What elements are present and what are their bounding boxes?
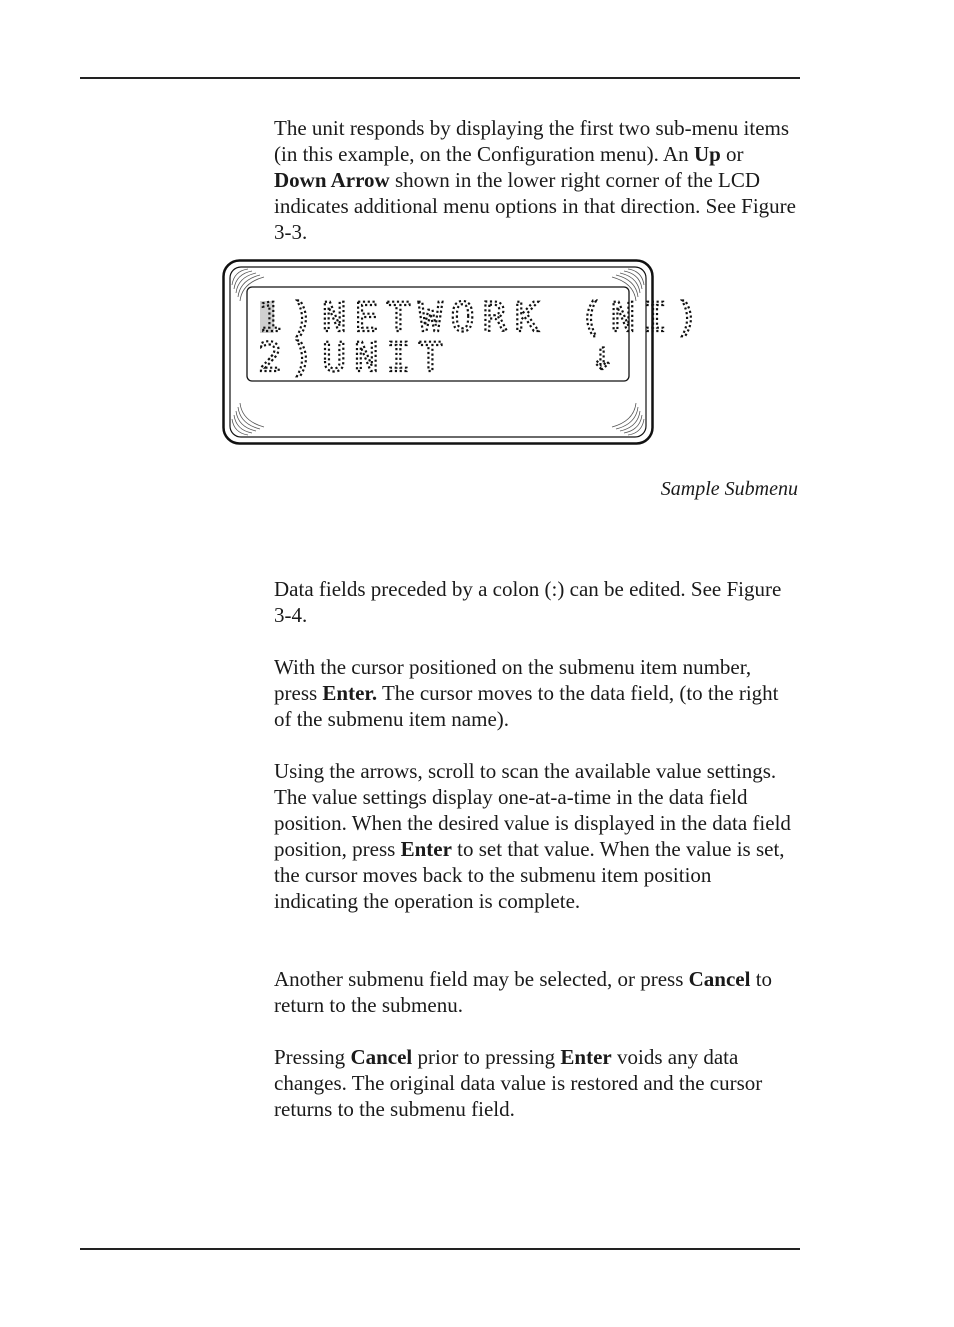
down-arrow-icon: ↓	[590, 333, 615, 379]
arrows-paragraph: Using the arrows, scroll to scan the available value settings. The value settings display one-at-a-time in the data field position. When the desired value is displayed in the data field position, press Enter to set that value. When the value is set, the cursor moves back to the submenu item position indicating the operation is complete.	[274, 759, 791, 913]
header-rule	[80, 77, 800, 79]
another-field-paragraph: Another submenu field may be selected, or press Cancel to return to the submenu.	[274, 967, 773, 1017]
cursor-paragraph: With the cursor positioned on the submenu item number, press Enter. The cursor moves to the data field, (to the right of the submenu item name).	[274, 655, 779, 731]
lcd-display-figure	[222, 259, 708, 445]
footer-rule	[80, 1248, 800, 1250]
figure-caption: Sample Submenu	[660, 478, 798, 500]
intro-paragraph: The unit responds by displaying the first two sub-menu items (in this example, on the Configuration menu). An Up or Down Arrow shown in the lower right corner of the LCD indicates additional menu options in that direction. See Figure 3-3.	[274, 116, 796, 244]
data-fields-paragraph: Data fields preceded by a colon (:) can be edited. See Figure 3-4.	[274, 577, 782, 627]
lcd-line-2: 2)UNIT	[258, 335, 451, 381]
cancel-paragraph: Pressing Cancel prior to pressing Enter voids any data changes. The original data value is restored and the cursor returns to the submenu field.	[274, 1045, 763, 1121]
lcd-line-1: 1)NETWORK (NI)	[258, 295, 708, 341]
